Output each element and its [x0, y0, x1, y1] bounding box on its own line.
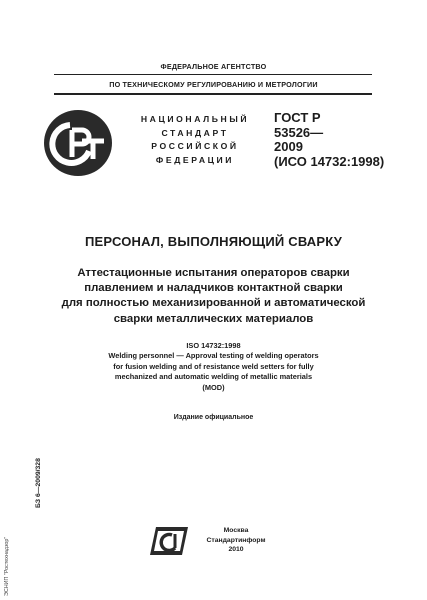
header-divider-top [54, 74, 372, 75]
document-subtitle [30, 266, 397, 327]
side-code: БЗ 6—2009/328 [35, 458, 42, 508]
national-line: НАЦИОНАЛЬНЫЙ [140, 114, 250, 124]
gost-logo-lettering: РСТ [77, 148, 79, 149]
subtitle-line: Аттестационные испытания операторов сварки [77, 267, 350, 279]
gost-number-block [274, 111, 424, 169]
english-line: for fusion welding and of resistance weld setters for fully [113, 361, 314, 371]
english-line: mechanized and automatic welding of metallic materials [114, 372, 313, 382]
side-note: ЭСНИП "Ростехнадзор" [4, 536, 10, 596]
gost-line: ГОСТ Р [274, 110, 321, 125]
document-title: ПЕРСОНАЛ, ВЫПОЛНЯЮЩИЙ СВАРКУ [84, 234, 342, 249]
publisher-block [196, 526, 276, 555]
english-title-block [30, 341, 397, 393]
header-divider-bottom [54, 93, 372, 95]
national-standard-block [140, 113, 250, 167]
standartinform-logo [148, 525, 190, 557]
gost-r-logo [42, 108, 114, 178]
agency-line-2: ПО ТЕХНИЧЕСКОМУ РЕГУЛИРОВАНИЮ И МЕТРОЛОГИИ [109, 80, 318, 89]
national-line: ФЕДЕРАЦИИ [155, 154, 235, 165]
english-line: (MOD) [202, 382, 225, 392]
publisher-year: 2010 [228, 546, 244, 553]
agency-line-1: ФЕДЕРАЛЬНОЕ АГЕНТСТВО [160, 62, 267, 71]
english-line: Welding personnel — Approval testing of welding operators [108, 351, 319, 361]
national-line: СТАНДАРТ [161, 127, 229, 138]
gost-line: (ИСО 14732:1998) [274, 153, 385, 169]
publisher-logo-lettering: СИ [168, 543, 170, 544]
publisher-name: Стандартинформ [206, 536, 266, 544]
subtitle-line: для полностью механизированной и автоматической [61, 297, 366, 310]
publisher-city: Москва [223, 527, 249, 534]
edition-label: Издание официальное [173, 414, 254, 421]
iso-number: ISO 14732:1998 [186, 341, 241, 350]
subtitle-line: плавлением и наладчиков контактной сварки [84, 282, 343, 295]
subtitle-line: сварки металлических материалов [113, 312, 314, 325]
national-line: РОССИЙСКОЙ [151, 141, 239, 151]
gost-line: 2009 [274, 139, 303, 154]
gost-line: 53526— [274, 124, 324, 140]
